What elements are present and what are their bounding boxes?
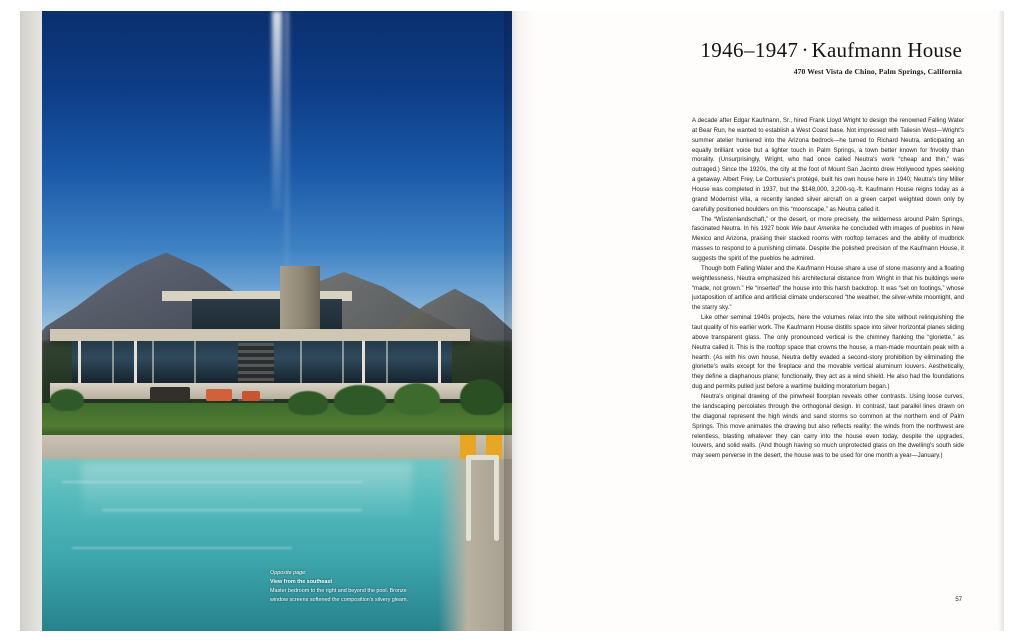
page-number: 57 xyxy=(955,597,962,603)
pool-ripple xyxy=(62,481,362,483)
pool-ripple xyxy=(72,547,292,549)
house-main-roof xyxy=(50,329,470,341)
window-mullion xyxy=(194,341,196,383)
shrub xyxy=(334,385,386,415)
book-spread xyxy=(20,11,1004,631)
terrace-furniture-orange xyxy=(242,391,260,401)
window-mullion xyxy=(112,341,114,383)
shrub xyxy=(460,379,504,415)
body-text-column xyxy=(692,116,964,461)
caption-opposite-label: Opposite page: xyxy=(270,570,307,577)
body-paragraph-2: The “Wüstenlandschaft,” or the desert, or more precisely, the wilderness around Palm Springs, fascinated Neutra. In his 1927 book Wie baut Amerika he concluded with images of pueblos in New Mexico and Arizona, praising their stacked rooms with rooftop terraces and the ability of mudbrick masses to respond to a punishing climate. Despite the polished precision of the Kaufmann House, it suggests the spirit of the pueblos he admired. xyxy=(692,215,965,263)
window-mullion xyxy=(386,341,388,383)
terrace-furniture-orange xyxy=(206,389,232,401)
body-paragraph-1: A decade after Edgar Kaufmann, Sr., hired Frank Lloyd Wright to design the renowned Falling Water at Bear Run, he wanted to establish a West Coast base. Not impressed with Taliesin West—Wright's summer atelier hunkered into the Arizona bedrock—he turned to Richard Neutra, anticipating an equally brilliant voice but a lighter touch in Palm Springs, a town better known for frivolity than morality. (Unsurprisingly, Wright, who had once called Neutra's work “cheap and thin,” was outraged.) Since the 1920s, the city at the foot of Mount San Jacinto drew Hollywood types seeking a getaway. Albert Frey, Le Corbusier's protégé, built his own house here in 1940; Neutra's tiny Miller House was completed in 1937, but the $148,000, 3,200-sq.-ft. Kaufmann House reigns today as a grand Modernist villa, a recently landed silver aircraft on a green carpet weighted down only by carefully positioned boulders on this “moonscape,” as Neutra called it. xyxy=(692,117,964,213)
photo-caption xyxy=(270,569,410,605)
pool-reflection xyxy=(82,463,412,523)
kaufmann-house-photo xyxy=(42,11,512,631)
terrace-furniture xyxy=(150,387,190,401)
headline-separator: · xyxy=(801,38,809,62)
pool-ladder-rail xyxy=(494,455,499,541)
shrub xyxy=(50,389,84,411)
body-paragraph-3: Though both Falling Water and the Kaufmann House share a use of stone masonry and a floating weightlessness, Neutra emphasized his architectural distance from Wright in that his buildings were “made, not grown.” He “inserted” the house into this harsh backdrop. It was “set on footings,” whose juxtaposition of artifice and artificial climate underscored “the weather, the silver-white moonlight, and the starry sky.” xyxy=(692,264,964,312)
project-name: Kaufmann House xyxy=(811,38,962,62)
left-photo-page xyxy=(20,11,512,631)
pool-coping-right xyxy=(438,459,512,631)
page-edge-shadow-left xyxy=(20,11,42,631)
pool-ripple xyxy=(102,509,362,511)
window-mullion xyxy=(342,341,344,383)
right-text-page xyxy=(512,11,1004,631)
shrub xyxy=(394,383,440,415)
caption-title: View from the southeast xyxy=(270,579,333,586)
shrub xyxy=(288,391,328,415)
sky-light-streak xyxy=(272,11,282,211)
page-edge-shadow-right xyxy=(998,11,1004,631)
body-paragraph-5: Neutra's original drawing of the pinwheel floorplan reveals other contrasts. Using loose curves, the landscaping percolates through the orthogonal design. In contrast, taut parallel lines drawn on the diagonal represent the high winds and sand storms so common at the northern end of Palm Springs. This move animates the drawing but also reflects reality: the winds from the northwest are relentless, blasting whatever they can carry into the house even today, despite the upgrades, louvers, and solid walls. (And though having so much unprotected glass on the dwelling's south side may seem perverse in the desert, the house was to be used for one month a year—January.) xyxy=(692,393,964,460)
body-paragraph-4: Like other seminal 1940s projects, here the volumes relax into the site without relinquishing the taut quality of his earlier work. The Kaufmann House distills space into silver horizontal planes sliding above transparent glass. The only pronounced vertical is the chimney flanking the “gloriette,” as Neutra called it. This is the rooftop space that crowns the house, a man-made mountain peak with a hearth. (As with his own house, Neutra deftly evaded a second-story prohibition by eliminating the gloriette's walls except for the fireplace and the movable vertical aluminum louvers. Aesthetically, they define a diaphanous plane; functionally, they act as a wind shield. He also had the foundations dug and permits pulled just before a wartime building moratorium began.) xyxy=(692,314,964,391)
window-mullion xyxy=(152,341,154,383)
project-years: 1946–1947 xyxy=(700,38,799,62)
stone-chimney xyxy=(280,266,320,332)
page-title xyxy=(700,38,962,63)
pool-ladder-rail xyxy=(466,455,471,541)
window-mullion xyxy=(300,341,302,383)
caption-body: Master bedroom to the right and beyond the pool. Bronze window screens softened the composition's silvery gleam. xyxy=(270,588,408,604)
project-address: 470 West Vista de Chino, Palm Springs, California xyxy=(793,67,962,76)
pool-ladder-crossbar xyxy=(466,455,499,460)
